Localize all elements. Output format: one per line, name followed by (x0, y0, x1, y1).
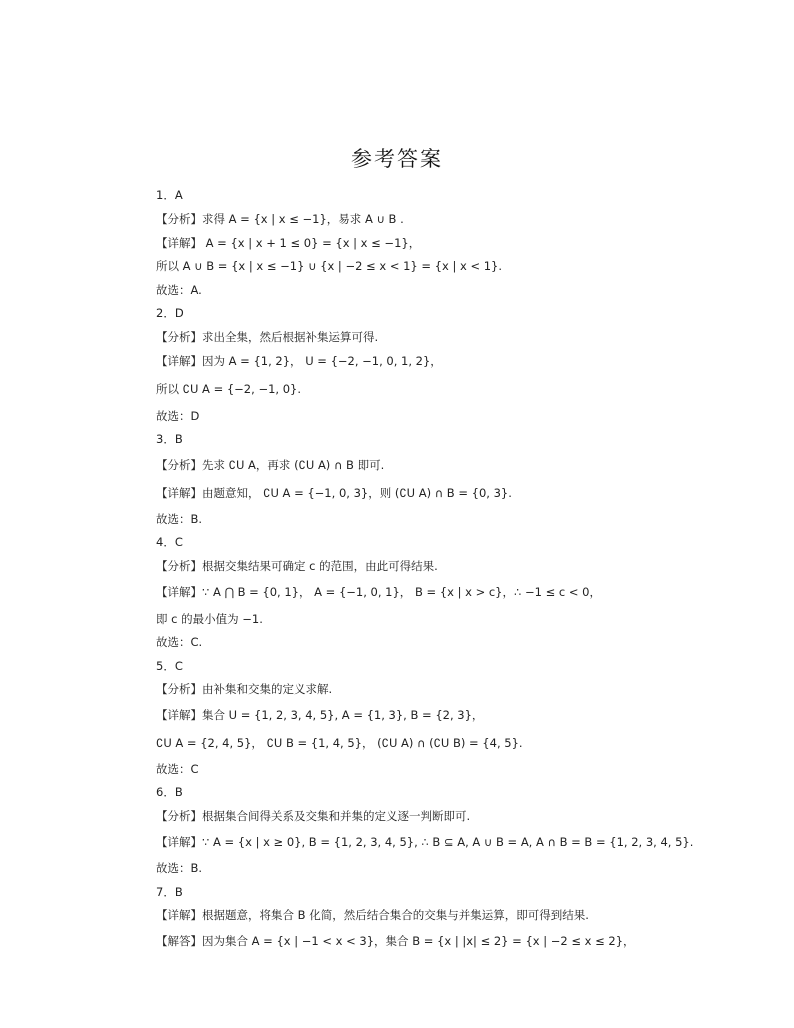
answer-line: 4．C (156, 535, 183, 549)
answer-line: 【分析】由补集和交集的定义求解. (156, 682, 333, 696)
answer-line: 所以 ∁U A = {−2, −1, 0}. (156, 382, 301, 396)
answer-line: 故选：B. (156, 861, 203, 875)
answer-line: 5．C (156, 659, 183, 673)
answer-line: 故选：B. (156, 512, 203, 526)
answer-line: 【分析】先求 ∁U A，再求 (∁U A) ∩ B 即可. (156, 458, 385, 472)
answer-line: 【分析】求出全集，然后根据补集运算可得. (156, 330, 379, 344)
answer-line: 1．A (156, 188, 183, 202)
answer-line: 【分析】求得 A = {x | x ≤ −1}，易求 A ∪ B . (156, 212, 404, 226)
answer-line: 【分析】根据交集结果可确定 c 的范围，由此可得结果. (156, 559, 438, 573)
answer-line: 【详解】∵ A = {x | x ≥ 0}, B = {1, 2, 3, 4, 5}, ∴ B ⊆ A, A ∪ B = A, A ∩ B = B = {1, 2, 3, 4, 5}. (156, 835, 694, 849)
answer-line: 【详解】根据题意，将集合 B 化简，然后结合集合的交集与并集运算，即可得到结果. (156, 908, 589, 922)
answer-line: 【分析】根据集合间得关系及交集和并集的定义逐一判断即可. (156, 809, 471, 823)
answer-line: 故选：C. (156, 635, 203, 649)
answer-line: ∁U A = {2, 4, 5}， ∁U B = {1, 4, 5}， (∁U A) ∩ (∁U B) = {4, 5}. (156, 736, 523, 750)
answer-line: 故选：A. (156, 283, 202, 297)
page-title: 参考答案 (351, 147, 443, 171)
answer-line: 3．B (156, 432, 183, 446)
answer-line: 7．B (156, 885, 183, 899)
answer-line: 【详解】 A = {x | x + 1 ≤ 0} = {x | x ≤ −1}， (156, 236, 421, 250)
answer-line: 【详解】因为 A = {1, 2}， U = {−2, −1, 0, 1, 2}， (156, 354, 442, 368)
answer-line: 故选：C (156, 762, 199, 776)
answer-line: 【解答】因为集合 A = {x | −1 < x < 3}，集合 B = {x | |x| ≤ 2} = {x | −2 ≤ x ≤ 2}， (156, 934, 635, 948)
answer-line: 【详解】集合 U = {1, 2, 3, 4, 5}, A = {1, 3}, B = {2, 3}， (156, 708, 484, 722)
answer-line: 6．B (156, 785, 183, 799)
answer-line: 即 c 的最小值为 −1. (156, 612, 263, 626)
answer-line: 【详解】∵ A ⋂ B = {0, 1}， A = {−1, 0, 1}， B = {x | x > c}，∴ −1 ≤ c < 0， (156, 585, 601, 599)
answer-line: 所以 A ∪ B = {x | x ≤ −1} ∪ {x | −2 ≤ x < 1} = {x | x < 1}. (156, 259, 503, 273)
answer-line: 【详解】由题意知， ∁U A = {−1, 0, 3}，则 (∁U A) ∩ B = {0, 3}. (156, 486, 512, 500)
answer-line: 故选：D (156, 409, 200, 423)
answer-line: 2．D (156, 306, 184, 320)
